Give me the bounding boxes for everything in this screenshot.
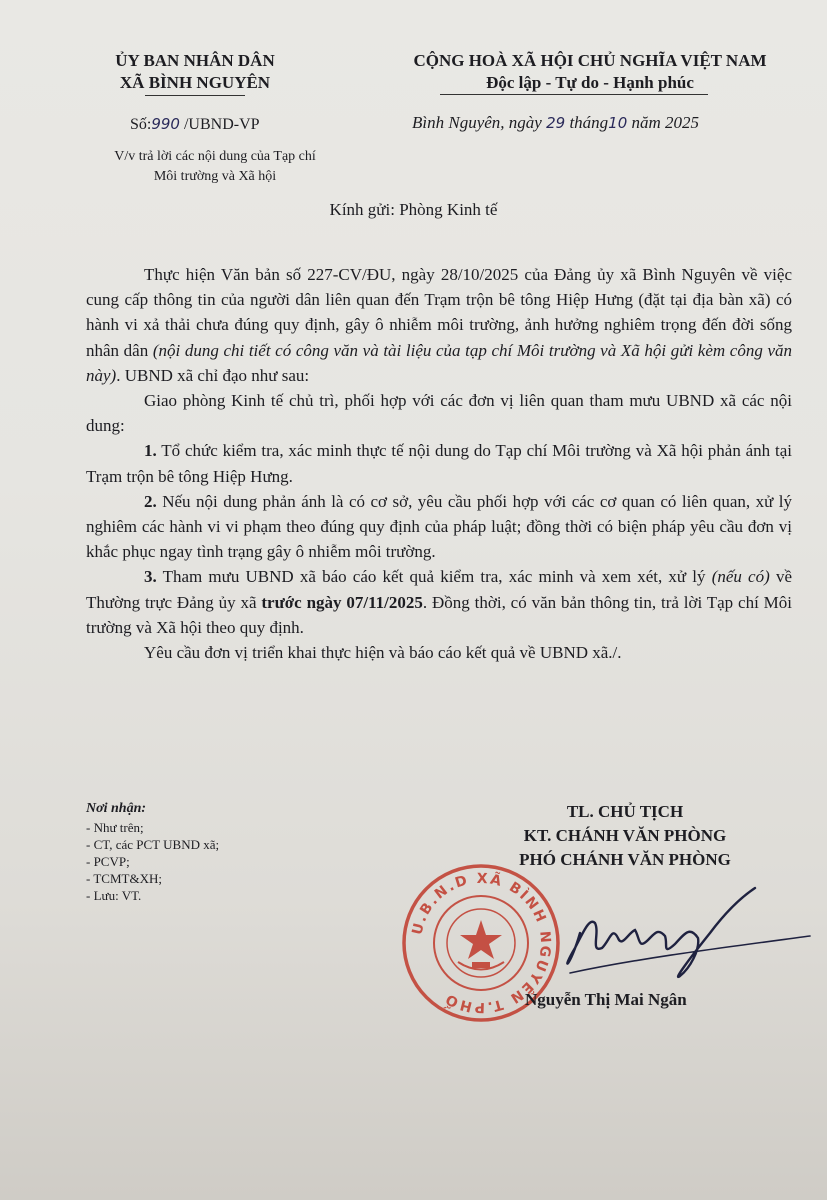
item-2-number: 2. <box>144 491 157 511</box>
svg-text:U.B.N.D XÃ BÌNH NGUYÊN T.PHỐ: U.B.N.D XÃ BÌNH NGUYÊN T.PHỐ <box>409 870 554 1016</box>
signature-line-1: TL. CHỦ TỊCH <box>566 802 684 821</box>
item-3-number: 3. <box>144 567 157 587</box>
item-3-text-c: . Đồng thời, có văn bản thông tin, trả lời Tạp chí Môi trường và Xã hội theo quy định. <box>86 592 792 637</box>
item-2 <box>86 489 792 565</box>
document-number <box>130 115 260 134</box>
handwritten-signature <box>540 878 820 988</box>
date-place: Bình Nguyên, ngày <box>412 113 547 132</box>
paragraph-intro <box>86 262 792 388</box>
authority-line-2: XÃ BÌNH NGUYÊN <box>119 73 271 92</box>
document-date <box>412 113 699 133</box>
paragraph-assignment: Giao phòng Kinh tế chủ trì, phối hợp với các đơn vị liên quan tham mưu UBND xã các nội dung: <box>86 391 792 436</box>
date-year: năm 2025 <box>627 113 700 132</box>
document-subject <box>70 147 360 187</box>
date-month-label: tháng <box>565 113 609 132</box>
doc-number-handwritten: 990 <box>151 115 180 133</box>
item-1-text: Tổ chức kiểm tra, xác minh thực tế nội dung do Tạp chí Môi trường và Xã hội phản ánh tại Trạm trộn bê tông Hiệp Hưng. <box>86 441 792 486</box>
intro-end: . UBND xã chỉ đạo như sau: <box>116 365 310 385</box>
national-heading <box>360 50 820 94</box>
item-3 <box>86 564 792 640</box>
signature-line-3: PHÓ CHÁNH VĂN PHÒNG <box>519 850 731 869</box>
distribution-list <box>86 800 219 904</box>
national-motto: Độc lập - Tự do - Hạnh phúc <box>486 73 694 92</box>
item-1 <box>86 438 792 488</box>
distribution-item: - TCMT&XH; <box>86 871 162 886</box>
distribution-item: - Lưu: VT. <box>86 888 142 903</box>
item-1-number: 1. <box>144 441 157 461</box>
subject-line-1: V/v trả lời các nội dung của Tạp chí <box>114 149 316 164</box>
motto-underline <box>440 94 708 95</box>
emblem-icon <box>447 909 515 977</box>
item-3-text-b: về Thường trực Đảng ủy xã <box>86 567 792 612</box>
document-body <box>86 262 792 665</box>
doc-number-prefix: Số: <box>130 116 152 133</box>
recipient-line: Kính gửi: Phòng Kinh tế <box>329 200 498 219</box>
date-month: 10 <box>608 114 628 132</box>
authority-underline <box>145 95 245 96</box>
distribution-title: Nơi nhận: <box>86 801 147 816</box>
distribution-item: - PCVP; <box>86 854 130 869</box>
authority-line-1: ỦY BAN NHÂN DÂN <box>115 51 275 70</box>
item-2-text: Nếu nội dung phản ánh là có cơ sở, yêu cầu phối hợp với các cơ quan có liên quan, xử lý nghiêm các hành vi vi phạm theo đúng quy định của pháp luật; đồng thời có biện pháp yêu cầu đơn vị khắc phục ngay tình trạng gây ô nhiễm môi trường. <box>86 491 792 562</box>
signature-line-2: KT. CHÁNH VĂN PHÒNG <box>523 826 727 845</box>
paragraph-closing: Yêu cầu đơn vị triển khai thực hiện và báo cáo kết quả về UBND xã./. <box>144 643 622 663</box>
subject-line-2: Môi trường và Xã hội <box>153 169 277 184</box>
distribution-item: - CT, các PCT UBND xã; <box>86 837 220 852</box>
intro-text: Thực hiện Văn bản số 227-CV/ĐU, ngày 28/10/2025 của Đảng ủy xã Bình Nguyên về việc cung cấp thông tin của người dân liên quan đến Trạm trộn bê tông Hiệp Hưng (đặt tại địa bàn xã) có hành vi xả thải chưa đúng quy định, gây ô nhiễm môi trường, ảnh hưởng nghiêm trọng đến đời sống nhân dân <box>86 265 792 360</box>
item-3-deadline: trước ngày 07/11/2025 <box>261 592 423 612</box>
signer-name: Nguyễn Thị Mai Ngân <box>525 990 687 1009</box>
intro-italic: (nội dung chi tiết có công văn và tài liệu của tạp chí Môi trường và Xã hội gửi kèm công văn này) <box>86 340 792 385</box>
item-3-italic: (nếu có) <box>711 567 770 587</box>
distribution-item: - Như trên; <box>86 820 144 835</box>
doc-number-suffix: /UBND-VP <box>179 116 260 133</box>
date-day: 29 <box>546 114 566 132</box>
item-3-text-a: Tham mưu UBND xã báo cáo kết quả kiểm tra, xác minh và xem xét, xử lý <box>156 567 712 587</box>
national-title: CỘNG HOÀ XÃ HỘI CHỦ NGHĨA VIỆT NAM <box>413 51 767 70</box>
issuing-authority <box>60 50 330 94</box>
